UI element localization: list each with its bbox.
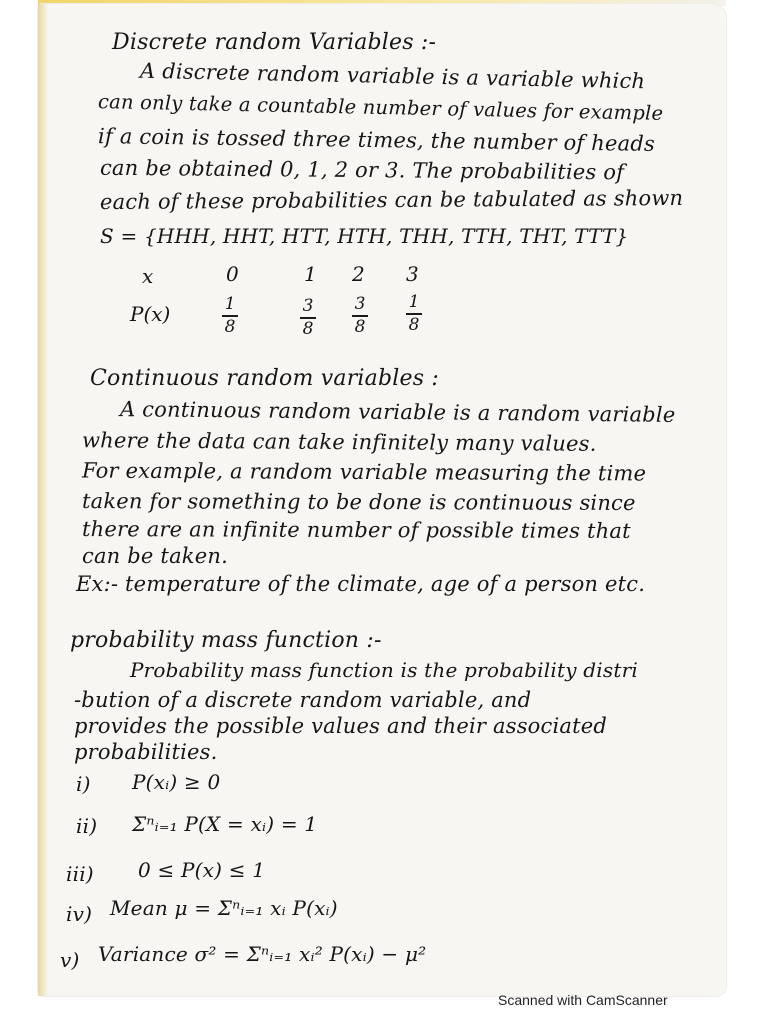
property-number: iii) [66, 862, 94, 886]
table-x-value: 1 [304, 262, 317, 286]
discrete-line-4: can be obtained 0, 1, 2 or 3. The probabilities of [99, 155, 625, 185]
table-x-value: 2 [352, 262, 365, 286]
p-numerator: 1 [224, 294, 236, 314]
table-p-value [406, 294, 422, 334]
continuous-line-2: where the data can take infinitely many values. [81, 428, 597, 456]
pmf-line-2: -bution of a discrete random variable, and [74, 688, 532, 712]
property-expression: Mean μ = Σⁿᵢ₌₁ xᵢ P(xᵢ) [110, 896, 338, 920]
table-x-value: 3 [406, 262, 419, 286]
table-x-label: x [142, 264, 154, 288]
p-numerator: 3 [302, 296, 314, 316]
sample-space: S = {HHH, HHT, HTT, HTH, THH, TTH, THT, TTT} [100, 224, 629, 248]
pmf-line-4: probabilities. [74, 740, 218, 764]
property-number: v) [60, 948, 80, 972]
pmf-title: probability mass function :- [70, 628, 382, 653]
property-number: iv) [66, 902, 93, 926]
table-p-value [352, 296, 368, 336]
continuous-example: Ex:- temperature of the climate, age of a person etc. [76, 572, 646, 596]
table-p-value [300, 298, 316, 338]
property-expression: Variance σ² = Σⁿᵢ₌₁ xᵢ² P(xᵢ) − μ² [98, 942, 427, 966]
continuous-line-4: taken for something to be done is continuous since [81, 489, 636, 515]
scanner-watermark: Scanned with CamScanner [498, 992, 668, 1008]
discrete-line-1: A discrete random variable is a variable which [139, 58, 646, 94]
pmf-line-3: provides the possible values and their associated [74, 714, 608, 738]
p-denominator: 8 [302, 318, 314, 339]
continuous-line-5: there are an infinite number of possible times that [81, 517, 631, 543]
continuous-line-1: A continuous random variable is a random variable [119, 397, 676, 427]
property-expression: P(xᵢ) ≥ 0 [132, 770, 221, 794]
p-denominator: 8 [354, 316, 366, 337]
table-x-value: 0 [226, 262, 239, 286]
discrete-line-3: if a coin is tossed three times, the number of heads [97, 124, 656, 156]
discrete-line-2: can only take a countable number of values for example [97, 90, 664, 125]
p-numerator: 3 [354, 294, 366, 314]
pmf-line-1: Probability mass function is the probability distri [130, 658, 638, 682]
p-denominator: 8 [408, 314, 420, 335]
continuous-title: Continuous random variables : [90, 366, 439, 391]
table-px-label: P(x) [130, 302, 171, 326]
continuous-line-6: can be taken. [82, 544, 228, 568]
property-number: i) [76, 772, 91, 796]
property-expression: Σⁿᵢ₌₁ P(X = xᵢ) = 1 [132, 812, 318, 836]
discrete-line-5: each of these probabilities can be tabulated as shown [99, 185, 684, 215]
discrete-title: Discrete random Variables :- [112, 30, 437, 55]
p-numerator: 1 [408, 292, 420, 312]
property-number: ii) [76, 814, 98, 838]
p-denominator: 8 [224, 316, 236, 337]
continuous-line-3: For example, a random variable measuring the time [81, 458, 647, 486]
property-expression: 0 ≤ P(x) ≤ 1 [138, 858, 266, 882]
table-p-value [222, 296, 238, 336]
margin-shadow [38, 4, 48, 996]
